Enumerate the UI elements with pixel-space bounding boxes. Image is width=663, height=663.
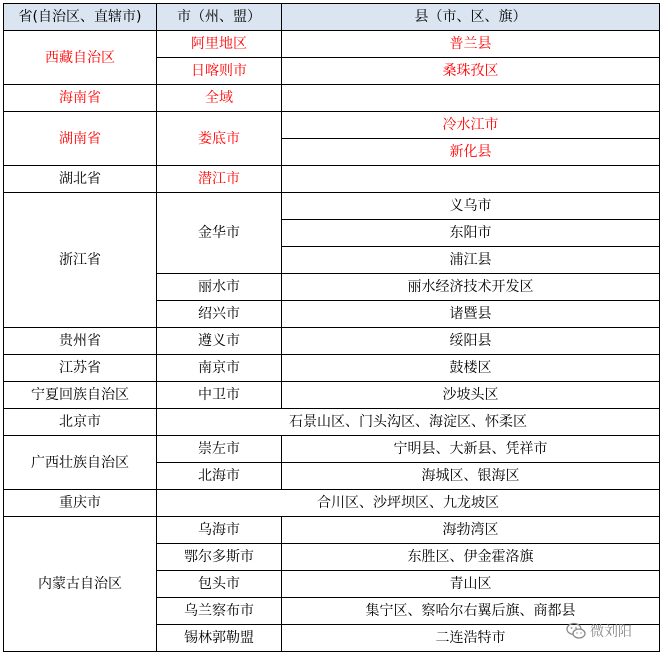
- city-cell: 金华市: [157, 193, 282, 274]
- province-cell: 内蒙古自治区: [4, 517, 157, 652]
- county-cell: 义乌市: [282, 193, 660, 220]
- province-cell: 广西壮族自治区: [4, 436, 157, 490]
- header-province: 省(自治区、直辖市): [4, 4, 157, 31]
- city-cell: 娄底市: [157, 112, 282, 166]
- county-cell: 二连浩特市: [282, 625, 660, 652]
- province-cell: 湖北省: [4, 166, 157, 193]
- city-cell: 鄂尔多斯市: [157, 544, 282, 571]
- province-cell: 浙江省: [4, 193, 157, 328]
- county-cell: 鼓楼区: [282, 355, 660, 382]
- province-cell: 江苏省: [4, 355, 157, 382]
- city-cell: 南京市: [157, 355, 282, 382]
- city-cell: 全域: [157, 85, 282, 112]
- province-cell: 海南省: [4, 85, 157, 112]
- header-county: 县（市、区、旗）: [282, 4, 660, 31]
- county-cell: 石景山区、门头沟区、海淀区、怀柔区: [157, 409, 660, 436]
- county-cell: 冷水江市: [282, 112, 660, 139]
- table-row: [4, 517, 660, 544]
- city-cell: 遵义市: [157, 328, 282, 355]
- county-cell: 东胜区、伊金霍洛旗: [282, 544, 660, 571]
- city-cell: 乌兰察布市: [157, 598, 282, 625]
- county-cell: 合川区、沙坪坝区、九龙坡区: [157, 490, 660, 517]
- county-cell: [282, 166, 660, 193]
- table-row: [4, 166, 660, 193]
- county-cell: 沙坡头区: [282, 382, 660, 409]
- city-cell: 绍兴市: [157, 301, 282, 328]
- table-row: [4, 85, 660, 112]
- city-cell: 崇左市: [157, 436, 282, 463]
- province-cell: 湖南省: [4, 112, 157, 166]
- county-cell: 新化县: [282, 139, 660, 166]
- table-row: [4, 490, 660, 517]
- county-cell: 普兰县: [282, 31, 660, 58]
- table-row: [4, 31, 660, 58]
- county-cell: 集宁区、察哈尔右翼后旗、商都县: [282, 598, 660, 625]
- county-cell: 桑珠孜区: [282, 58, 660, 85]
- city-cell: 丽水市: [157, 274, 282, 301]
- province-cell: 宁夏回族自治区: [4, 382, 157, 409]
- city-cell: 包头市: [157, 571, 282, 598]
- county-cell: [282, 85, 660, 112]
- county-cell: 海城区、银海区: [282, 463, 660, 490]
- province-cell: 重庆市: [4, 490, 157, 517]
- table-row: [4, 382, 660, 409]
- county-cell: 浦江县: [282, 247, 660, 274]
- province-cell: 北京市: [4, 409, 157, 436]
- table-row: [4, 409, 660, 436]
- county-cell: 绥阳县: [282, 328, 660, 355]
- county-cell: 青山区: [282, 571, 660, 598]
- province-cell: 西藏自治区: [4, 31, 157, 85]
- city-cell: 日喀则市: [157, 58, 282, 85]
- watermark-text: 微刘阳: [590, 624, 632, 640]
- county-cell: 东阳市: [282, 220, 660, 247]
- header-city: 市（州、盟）: [157, 4, 282, 31]
- table-row: [4, 355, 660, 382]
- header-row: [4, 4, 660, 31]
- table-row: [4, 328, 660, 355]
- city-cell: 中卫市: [157, 382, 282, 409]
- county-cell: 丽水经济技术开发区: [282, 274, 660, 301]
- province-cell: 贵州省: [4, 328, 157, 355]
- city-cell: 锡林郭勒盟: [157, 625, 282, 652]
- city-cell: 乌海市: [157, 517, 282, 544]
- table-row: [4, 436, 660, 463]
- city-cell: 北海市: [157, 463, 282, 490]
- city-cell: 潜江市: [157, 166, 282, 193]
- watermark: [566, 621, 632, 641]
- city-cell: 阿里地区: [157, 31, 282, 58]
- table-row: [4, 193, 660, 220]
- county-cell: 诸暨县: [282, 301, 660, 328]
- county-cell: 海勃湾区: [282, 517, 660, 544]
- table-row: [4, 112, 660, 139]
- region-table: [3, 3, 660, 652]
- wechat-icon: [566, 622, 586, 640]
- county-cell: 宁明县、大新县、凭祥市: [282, 436, 660, 463]
